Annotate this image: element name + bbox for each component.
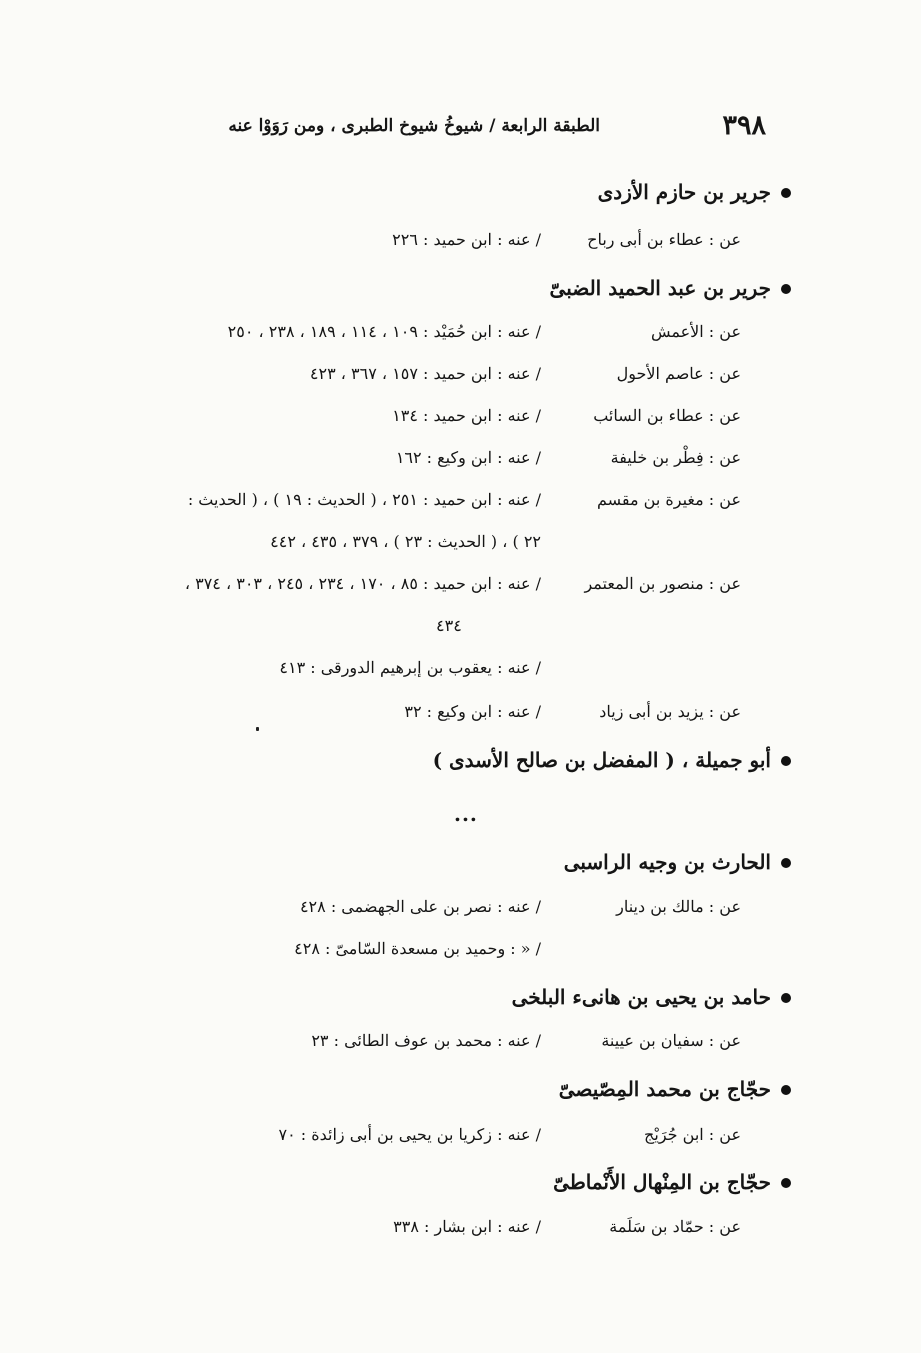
student-cell: / عنه : ابن حميد : ١٣٤ xyxy=(392,406,541,425)
entry-heading-text: حجّاج بن المِنْهال الأَنْماطىّ xyxy=(553,1170,771,1194)
teacher-cell: عن : عطاء بن السائب xyxy=(593,406,741,425)
teacher-cell: عن : ابن جُرَيْج xyxy=(644,1125,741,1144)
narration-row xyxy=(101,935,741,963)
narration-row xyxy=(101,654,741,682)
entry-heading xyxy=(550,276,791,300)
bullet-icon xyxy=(781,1085,791,1095)
entry-heading-text: جرير بن حازم الأزدى xyxy=(597,180,771,204)
narration-row xyxy=(101,570,741,598)
entry-heading xyxy=(564,850,791,874)
narration-row xyxy=(101,1027,741,1055)
student-cell: / عنه : ابن وكيع : ٣٢ xyxy=(404,702,541,721)
narration-row xyxy=(101,360,741,388)
narration-continuation: ٤٣٤ xyxy=(436,616,462,635)
narration-row xyxy=(101,698,741,726)
entry-heading-text: جرير بن عبد الحميد الضبىّ xyxy=(549,276,771,300)
entry-heading xyxy=(433,748,791,772)
student-cell: / عنه : زكريا بن يحيى بن أبى زائدة : ٧٠ xyxy=(278,1125,541,1144)
narration-row xyxy=(101,1121,741,1149)
section-separator: ... xyxy=(454,802,478,826)
teacher-cell: عن : حمّاد بن سَلَمة xyxy=(609,1217,741,1236)
student-cell: / عنه : ابن حميد : ١٥٧ ، ٣٦٧ ، ٤٢٣ xyxy=(309,364,541,383)
student-cell: / عنه : ابن بشار : ٣٣٨ xyxy=(393,1217,541,1236)
page-header xyxy=(146,110,766,150)
entry-heading-text: حجّاج بن محمد المِصّيصىّ xyxy=(558,1077,771,1101)
teacher-cell: عن : عطاء بن أبى رباح xyxy=(587,230,741,249)
student-cell: ٢٢ ) ، ( الحديث : ٢٣ ) ، ٣٧٩ ، ٤٣٥ ، ٤٤٢ xyxy=(270,532,541,551)
teacher-cell: عن : فِطْر بن خليفة xyxy=(610,448,741,467)
narration-row xyxy=(101,226,741,254)
student-cell: / عنه : ابن حُمَيْد : ١٠٩ ، ١١٤ ، ١٨٩ ، ٢٣٨ ، ٢٥٠ xyxy=(227,322,541,341)
student-cell: / عنه : ابن حميد : ٢٢٦ xyxy=(392,230,541,249)
bullet-icon xyxy=(781,993,791,1003)
bullet-icon xyxy=(781,284,791,294)
bullet-icon xyxy=(781,858,791,868)
running-title: الطبقة الرابعة / شيوخُ شيوخ الطبرى ، ومن رَوَوْا عنه xyxy=(228,116,600,136)
teacher-cell: عن : مغيرة بن مقسم xyxy=(596,490,741,509)
narration-row xyxy=(101,486,741,514)
narration-row xyxy=(101,318,741,346)
student-cell: / عنه : يعقوب بن إبرهيم الدورقى : ٤١٣ xyxy=(279,658,541,677)
teacher-cell: عن : عاصم الأحول xyxy=(616,364,741,383)
student-cell: / عنه : ابن وكيع : ١٦٢ xyxy=(395,448,541,467)
page-number: ٣٩٨ xyxy=(722,110,766,141)
bullet-icon xyxy=(781,1178,791,1188)
bullet-icon xyxy=(781,188,791,198)
print-speck xyxy=(256,727,259,731)
teacher-cell: عن : منصور بن المعتمر xyxy=(584,574,741,593)
entry-heading-text: أبو جميلة ، ( المفضل بن صالح الأسدى ) xyxy=(432,748,771,772)
student-cell: / عنه : ابن حميد : ٨٥ ، ١٧٠ ، ٢٣٤ ، ٢٤٥ ، ٣٠٣ ، ٣٧٤ ، xyxy=(184,574,541,593)
teacher-cell: عن : الأعمش xyxy=(650,322,741,341)
student-cell: / عنه : ابن حميد : ٢٥١ ، ( الحديث : ١٩ ) ، ( الحديث : xyxy=(187,490,541,509)
teacher-cell: عن : مالك بن دينار xyxy=(616,897,741,916)
teacher-cell: عن : سفيان بن عيينة xyxy=(601,1031,741,1050)
entry-heading xyxy=(512,985,791,1009)
bullet-icon xyxy=(781,756,791,766)
narration-row xyxy=(101,444,741,472)
teacher-cell: عن : يزيد بن أبى زياد xyxy=(599,702,741,721)
entry-heading-text: حامد بن يحيى بن هانىء البلخى xyxy=(511,985,771,1009)
student-cell: / « : وحميد بن مسعدة السّامىّ : ٤٢٨ xyxy=(294,939,541,958)
entry-heading-text: الحارث بن وجيه الراسبى xyxy=(563,850,771,874)
narration-row xyxy=(101,893,741,921)
narration-row xyxy=(101,1213,741,1241)
entry-heading xyxy=(559,1077,791,1101)
student-cell: / عنه : نصر بن على الجهضمى : ٤٢٨ xyxy=(299,897,541,916)
entry-heading xyxy=(598,180,791,204)
narration-row-continuation xyxy=(101,528,741,556)
entry-heading xyxy=(553,1170,791,1194)
narration-row xyxy=(101,402,741,430)
student-cell: / عنه : محمد بن عوف الطائى : ٢٣ xyxy=(311,1031,541,1050)
